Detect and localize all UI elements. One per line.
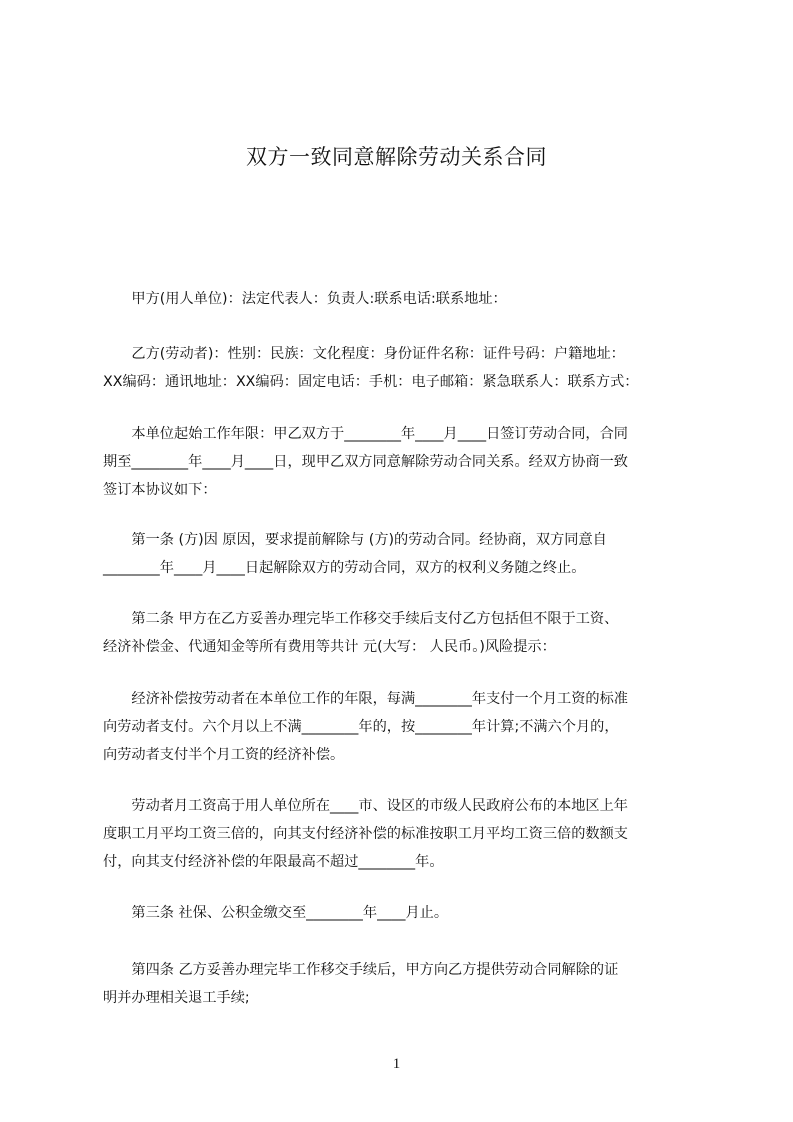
paragraph-line: 度职工月平均工资三倍的，向其支付经济补偿的标准按职工月平均工资三倍的数额支 (103, 826, 628, 842)
paragraph-line: 付，向其支付经济补偿的年限最高不超过________年。 (103, 854, 444, 870)
paragraph-line: 第四条 乙方妥善办理完毕工作移交手续后，甲方向乙方提供劳动合同解除的证 (103, 962, 619, 978)
article-3-paragraph (103, 899, 699, 927)
article-4-paragraph (103, 956, 699, 1012)
paragraph-line: ________年____月____日起解除双方的劳动合同，双方的权利义务随之终止。 (103, 560, 586, 576)
paragraph-line: 向劳动者支付半个月工资的经济补偿。 (103, 747, 345, 763)
article-1-paragraph (103, 526, 699, 582)
paragraph-line: 向劳动者支付。六个月以上不满________年的，按________年计算;不满六个月的， (103, 719, 619, 735)
paragraph-line: 第一条 (方)因 原因，要求提前解除与 (方)的劳动合同。经协商，双方同意自 (103, 532, 607, 548)
article-2-paragraph (103, 605, 699, 661)
paragraph-line: 期至________年____月____日，现甲乙双方同意解除劳动合同关系。经双方协商一致 (103, 454, 628, 470)
paragraph-line: 明并办理相关退工手续; (103, 990, 250, 1006)
paragraph-line: 第三条 社保、公积金缴交至________年____月止。 (103, 905, 449, 921)
paragraph-line: 经济补偿按劳动者在本单位工作的年限，每满________年支付一个月工资的标准 (103, 691, 628, 707)
party-a-paragraph (103, 285, 699, 313)
paragraph-line: 甲方(用人单位)：法定代表人：负责人:联系电话:联系地址： (103, 291, 507, 307)
paragraph-line: 乙方(劳动者)：性别：民族：文化程度：身份证件名称：证件号码：户籍地址： (103, 346, 625, 362)
page-number: 1 (392, 1056, 401, 1072)
paragraph-line: 劳动者月工资高于用人单位所在____市、设区的市级人民政府公布的本地区上年 (103, 798, 628, 814)
document-title: 双方一致同意解除劳动关系合同 (246, 145, 547, 169)
paragraph-line: 本单位起始工作年限：甲乙双方于________年____月____日签订劳动合同，合同 (103, 426, 628, 442)
compensation-note-paragraph (103, 685, 699, 769)
party-b-paragraph (103, 340, 699, 396)
paragraph-line: XX编码：通讯地址：XX编码：固定电话：手机：电子邮箱：紧急联系人：联系方式： (103, 374, 639, 390)
paragraph-line: 签订本协议如下： (103, 482, 217, 498)
paragraph-line: 第二条 甲方在乙方妥善办理完毕工作移交手续后支付乙方包括但不限于工资、 (103, 611, 619, 627)
work-term-paragraph (103, 420, 699, 504)
high-wage-note-paragraph (103, 792, 699, 876)
paragraph-line: 经济补偿金、代通知金等所有费用等共计 元(大写： 人民币。)风险提示： (103, 639, 556, 655)
